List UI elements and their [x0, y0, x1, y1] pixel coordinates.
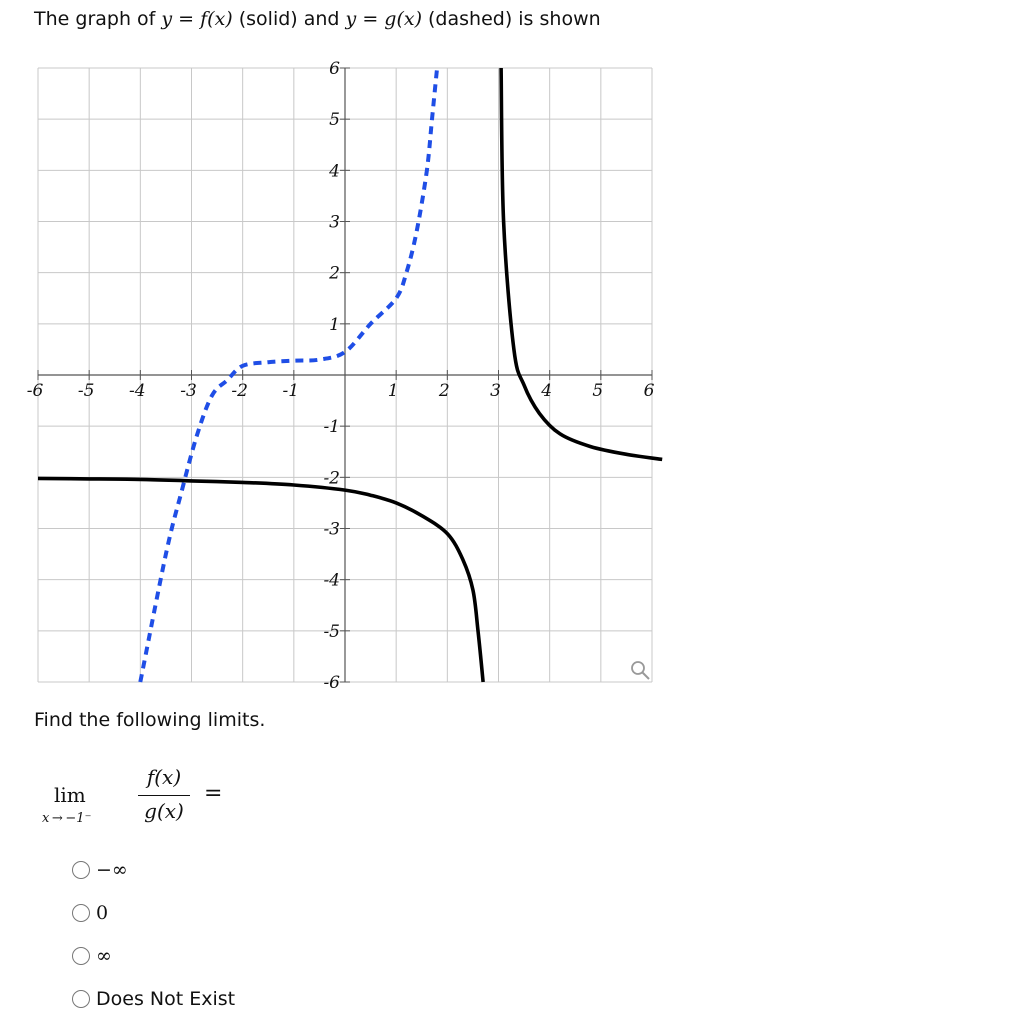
fraction-bar	[138, 795, 190, 796]
y-tick-label: 4	[329, 161, 340, 182]
y-tick-label: 2	[329, 263, 340, 284]
fraction	[138, 765, 190, 823]
x-tick-label: 1	[387, 381, 399, 401]
x-tick-label: -6	[26, 381, 44, 401]
x-tick-label: 6	[643, 381, 655, 401]
y-tick-label: 3	[329, 212, 340, 233]
equals-sign: =	[204, 781, 223, 806]
radio-button[interactable]	[72, 990, 90, 1008]
magnifier-icon[interactable]	[632, 662, 649, 679]
radio-button[interactable]	[72, 947, 90, 965]
option-does-not-exist[interactable]	[72, 977, 235, 1020]
prompt-text: Find the following limits.	[34, 709, 266, 731]
x-tick-label: 3	[490, 381, 501, 401]
radio-button[interactable]	[72, 861, 90, 879]
lim-word: lim	[54, 783, 86, 807]
y-tick-label: -1	[323, 417, 340, 438]
option-label: ∞	[96, 944, 112, 967]
option-label: −∞	[96, 858, 128, 881]
x-tick-label: 2	[438, 381, 450, 401]
function-graph	[26, 59, 660, 693]
fraction-denominator: g(x)	[144, 799, 184, 823]
x-tick-label: -1	[282, 381, 300, 401]
axes	[38, 68, 652, 682]
x-tick-label: 5	[592, 381, 604, 401]
y-tick-label: -6	[323, 673, 340, 693]
f-solid-curve-0	[38, 478, 483, 682]
x-tick-label: -4	[129, 381, 146, 401]
problem-title	[34, 8, 601, 30]
title-g-expr: y = g(x)	[345, 8, 422, 30]
fraction-numerator: f(x)	[146, 765, 182, 789]
y-tick-label: -2	[323, 468, 340, 489]
option-label: Does Not Exist	[96, 987, 236, 1010]
option-infinity[interactable]	[72, 934, 235, 977]
y-tick-label: -4	[323, 570, 340, 591]
option-zero[interactable]	[72, 891, 235, 934]
lim-subscript: x → −1⁻	[42, 811, 92, 826]
f-solid-curve-1	[501, 68, 662, 459]
x-tick-label: -3	[180, 381, 197, 401]
y-tick-label: -5	[323, 621, 340, 642]
y-tick-label: -3	[323, 519, 340, 540]
radio-button[interactable]	[72, 904, 90, 922]
title-f-expr: y = f(x)	[161, 8, 233, 30]
x-tick-label: 4	[541, 381, 553, 401]
tick-labels	[27, 59, 655, 693]
limit-expression	[42, 765, 254, 835]
title-g-style: (dashed) is shown	[421, 8, 601, 30]
x-tick-label: -2	[231, 381, 248, 401]
y-tick-label: 5	[329, 110, 340, 131]
title-prefix: The graph of	[34, 8, 162, 30]
y-tick-label: 1	[329, 314, 340, 335]
option-neg-infinity[interactable]	[72, 848, 235, 891]
option-label: 0	[96, 901, 109, 924]
y-tick-label: 6	[329, 59, 340, 79]
x-tick-label: -5	[77, 381, 95, 401]
title-f-style: (solid) and	[232, 8, 346, 30]
answer-options	[72, 848, 235, 1020]
